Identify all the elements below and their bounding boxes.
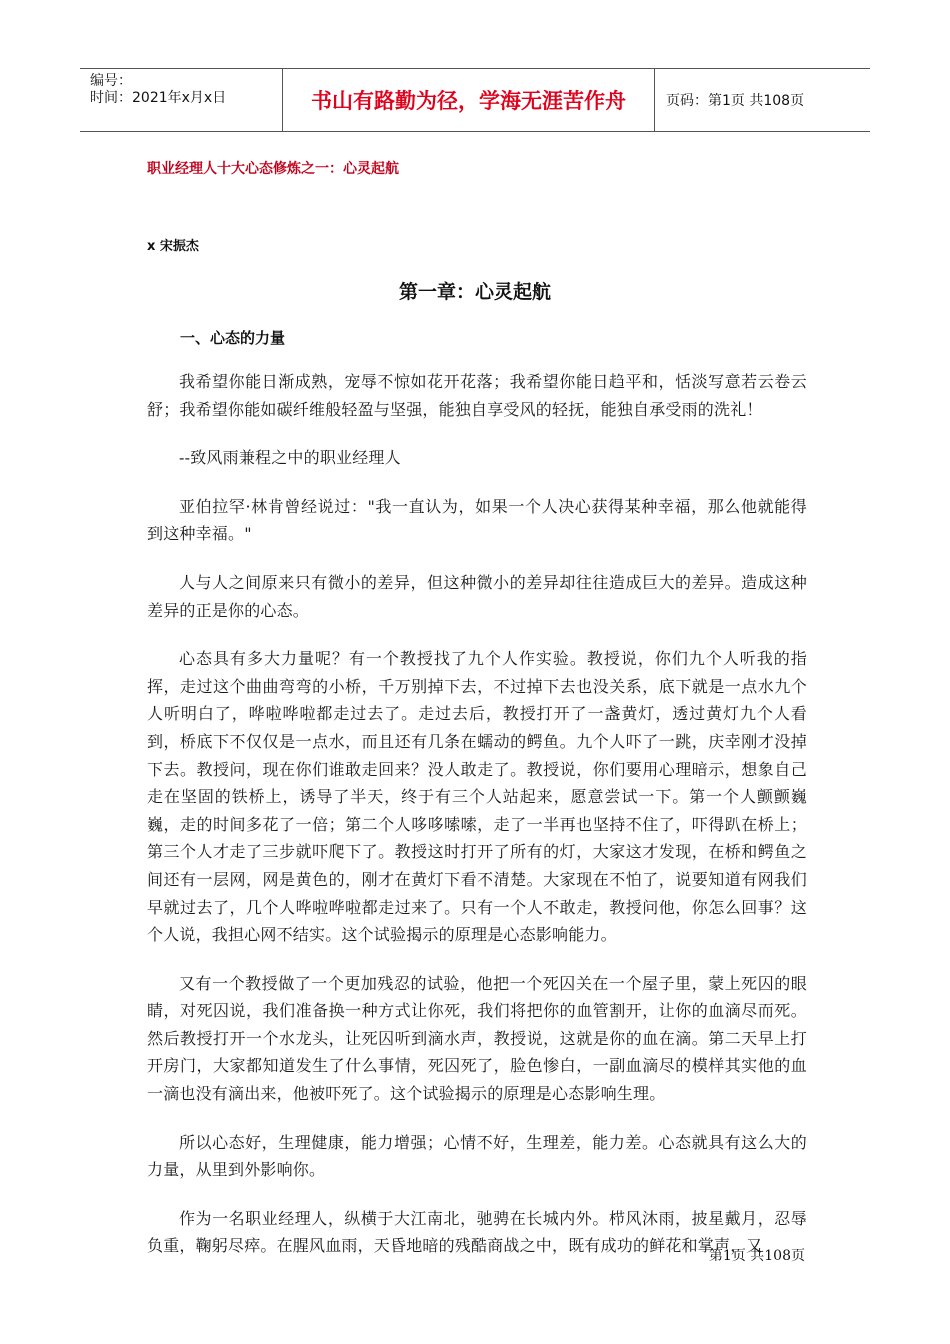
document-number-label: 编号：	[90, 73, 132, 89]
document-time-label: 时间：2021年x月x日	[90, 90, 227, 106]
paragraph: 亚伯拉罕·林肯曾经说过："我一直认为，如果一个人决心获得某种幸福，那么他就能得到这种幸福。"	[147, 496, 807, 544]
paragraph: 作为一名职业经理人，纵横于大江南北，驰骋在长城内外。栉风沐雨，披星戴月，忍辱负重，鞠躬尽瘁。在腥风血雨，天昏地暗的残酷商战之中，既有成功的鲜花和掌声，又	[147, 1208, 807, 1256]
document-title: 职业经理人十大心态修炼之一：心灵起航	[147, 161, 399, 177]
chapter-title: 第一章：心灵起航	[398, 281, 551, 303]
header-divider	[654, 69, 655, 131]
body-text	[147, 368, 807, 1281]
paragraph: 我希望你能日渐成熟，宠辱不惊如花开花落；我希望你能日趋平和，恬淡写意若云卷云舒；我希望你能如碳纤维般轻盈与坚强，能独自享受风的轻抚，能独自承受雨的洗礼！	[147, 372, 807, 419]
paragraph: 所以心态好，生理健康，能力增强；心情不好，生理差，能力差。心态就具有这么大的力量，从里到外影响你。	[147, 1132, 807, 1180]
page-header	[80, 68, 870, 132]
header-meta	[90, 73, 280, 107]
header-page-code: 页码：第1页 共108页	[666, 93, 805, 109]
author-line: x 宋振杰	[147, 239, 199, 254]
paragraph: 人与人之间原来只有微小的差异，但这种微小的差异却往往造成巨大的差异。造成这种差异的正是你的心态。	[147, 572, 807, 620]
header-motto: 书山有路勤为径，学海无涯苦作舟	[311, 89, 626, 113]
paragraph: 又有一个教授做了一个更加残忍的试验，他把一个死囚关在一个屋子里，蒙上死囚的眼睛，对死囚说，我们准备换一种方式让你死，我们将把你的血管割开，让你的血滴尽而死。然后教授打开一个水龙头，让死囚听到滴水声，教授说，这就是你的血在滴。第二天早上打开房门，大家都知道发生了什么事情，死囚死了，脸色惨白，一副血滴尽的模样其实他的血一滴也没有滴出来，他被吓死了。这个试验揭示的原理是心态影响生理。	[147, 973, 807, 1104]
page-footer: 第1页 共108页	[708, 1248, 805, 1264]
paragraph: --致风雨兼程之中的职业经理人	[179, 448, 401, 468]
paragraph: 心态具有多大力量呢？有一个教授找了九个人作实验。教授说，你们九个人听我的指挥，走过这个曲曲弯弯的小桥，千万别掉下去，不过掉下去也没关系，底下就是一点水九个人听明白了，哗啦哗啦都走过去了。走过去后，教授打开了一盏黄灯，透过黄灯九个人看到，桥底下不仅仅是一点水，而且还有几条在蠕动的鳄鱼。九个人吓了一跳，庆幸刚才没掉下去。教授问，现在你们谁敢走回来？没人敢走了。教授说，你们要用心理暗示，想象自己走在坚固的铁桥上，诱导了半天，终于有三个人站起来，愿意尝试一下。第一个人颤颤巍巍，走的时间多花了一倍；第二个人哆哆嗦嗦，走了一半再也坚持不住了，吓得趴在桥上；第三个人才走了三步就吓爬下了。教授这时打开了所有的灯，大家这才发现，在桥和鳄鱼之间还有一层网，网是黄色的，刚才在黄灯下看不清楚。大家现在不怕了，说要知道有网我们早就过去了，几个人哗啦哗啦都走过来了。只有一个人不敢走，教授问他，你怎么回事？这个人说，我担心网不结实。这个试验揭示的原理是心态影响能力。	[147, 649, 807, 945]
section-title: 一、心态的力量	[180, 329, 286, 347]
